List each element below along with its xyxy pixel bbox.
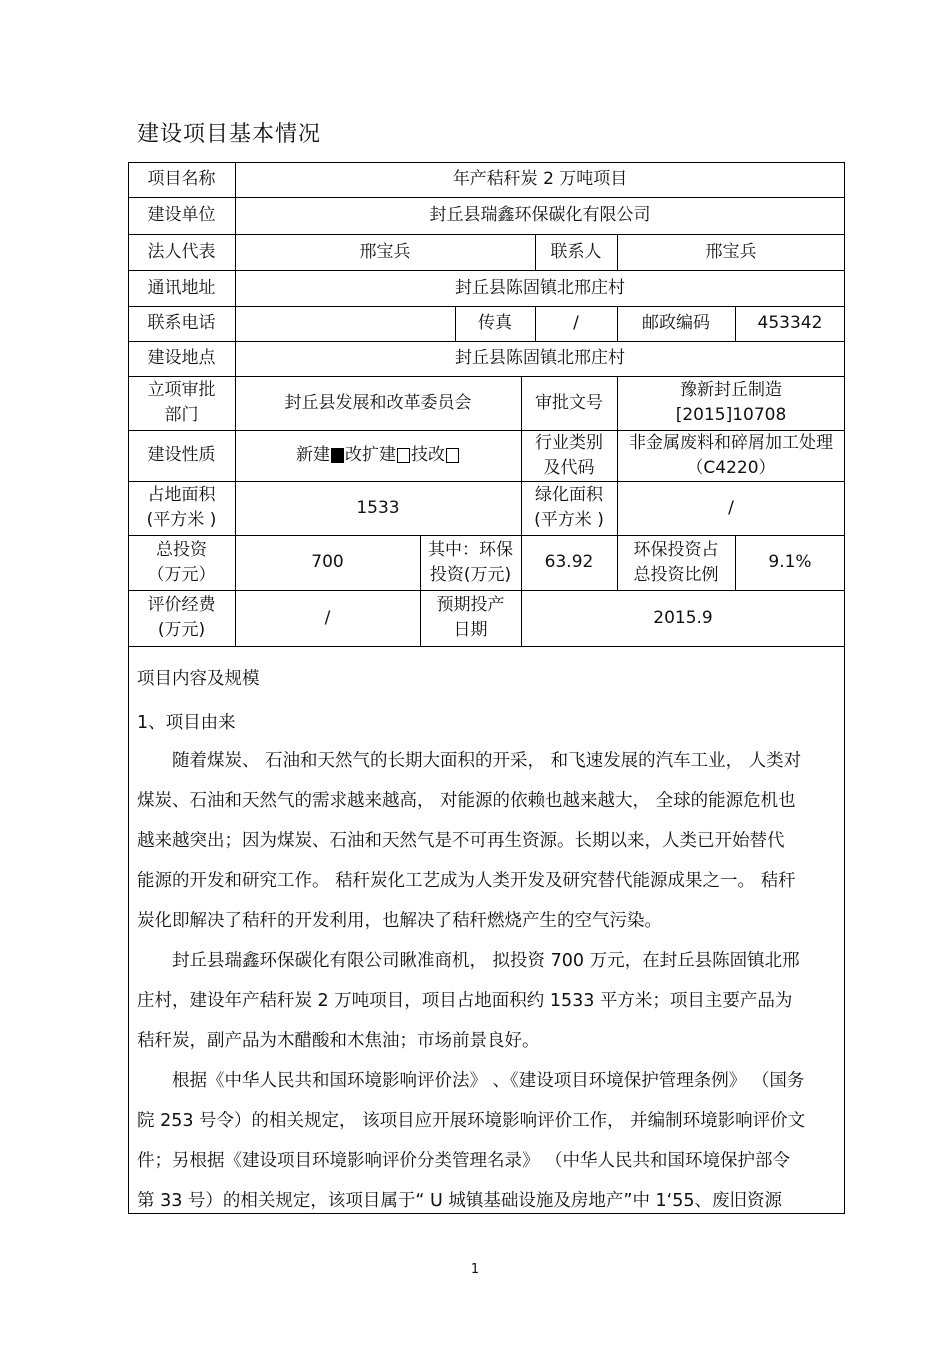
content-heading: 项目内容及规模 xyxy=(137,669,260,689)
content-subheading: 1、项目由来 xyxy=(137,713,236,733)
industry-label: 行业类别 及代码 xyxy=(535,432,603,478)
invest-value: 700 xyxy=(311,552,344,572)
unit-value: 封丘县瑞鑫环保碳化有限公司 xyxy=(429,205,651,225)
paragraph-3-line-1: 根据《中华人民共和国环境影响评价法》 、《建设项目环境保护管理条例》 （国务 xyxy=(172,1071,805,1091)
fee-label: 评价经费 (万元) xyxy=(147,595,216,640)
project-name-label: 项目名称 xyxy=(147,169,216,189)
area-label: 占地面积 (平方米 ) xyxy=(146,485,217,530)
paragraph-3-line-4: 第 33 号）的相关规定，该项目属于“ U 城镇基础设施及房地产”中 1‘55、废旧资源 xyxy=(137,1191,782,1211)
industry-value: 非金属废料和碎屑加工处理 （C4220） xyxy=(629,432,833,478)
checkbox-expand-icon xyxy=(397,448,410,463)
invest-label: 总投资 （万元） xyxy=(147,539,216,585)
nature-label: 建设性质 xyxy=(147,445,216,465)
page-title: 建设项目基本情况 xyxy=(137,122,322,147)
address-label: 通讯地址 xyxy=(147,277,216,298)
paragraph-2-line-2: 庄村，建设年产秸秆炭 2 万吨项目，项目占地面积约 1533 平方米；项目主要产品为 xyxy=(137,991,793,1011)
env-invest-value: 63.92 xyxy=(544,552,594,572)
paragraph-1-line-3: 越来越突出；因为煤炭、石油和天然气是不可再生资源。长期以来，人类已开始替代 xyxy=(137,831,785,851)
phone-label: 联系电话 xyxy=(147,313,216,333)
postcode-value: 453342 xyxy=(757,313,823,333)
paragraph-2-line-3: 秸秆炭，副产品为木醋酸和木焦油；市场前景良好。 xyxy=(137,1031,540,1051)
phone-value xyxy=(235,306,455,341)
ratio-label: 环保投资占 总投资比例 xyxy=(633,539,719,585)
green-label: 绿化面积 (平方米 ) xyxy=(534,485,604,530)
area-value: 1533 xyxy=(356,497,400,518)
approval-no-value: 豫新封丘制造 [2015]10708 xyxy=(675,380,787,425)
approval-dept-value: 封丘县发展和改革委员会 xyxy=(284,392,472,413)
checkbox-reform-icon xyxy=(446,448,459,463)
site-value: 封丘县陈固镇北邢庄村 xyxy=(455,348,625,368)
approval-dept-label: 立项审批 部门 xyxy=(147,380,216,425)
paragraph-1-line-5: 炭化即解决了秸秆的开发利用，也解决了秸秆燃烧产生的空气污染。 xyxy=(137,911,662,931)
nature-options: 新建 改扩建 技改 xyxy=(235,430,521,481)
paragraph-3-line-3: 件；另根据《建设项目环境影响评价分类管理名录》 （中华人民共和国环境保护部令 xyxy=(137,1151,791,1171)
paragraph-1-line-4: 能源的开发和研究工作。 秸秆炭化工艺成为人类开发及研究替代能源成果之一。 秸秆 xyxy=(137,871,796,891)
legal-rep-value: 邢宝兵 xyxy=(359,241,411,262)
paragraph-2-line-1: 封丘县瑞鑫环保碳化有限公司瞅准商机， 拟投资 700 万元，在封丘县陈固镇北邢 xyxy=(172,951,800,971)
site-label: 建设地点 xyxy=(147,348,216,368)
checkbox-new-icon xyxy=(331,448,344,463)
legal-rep-label: 法人代表 xyxy=(147,241,216,262)
fee-value: / xyxy=(324,607,331,628)
paragraph-3-line-2: 院 253 号令）的相关规定， 该项目应开展环境影响评价工作， 并编制环境影响评价文 xyxy=(137,1111,806,1131)
green-value: / xyxy=(728,497,734,518)
ratio-value: 9.1% xyxy=(768,552,812,572)
approval-no-label: 审批文号 xyxy=(535,392,603,413)
postcode-label: 邮政编码 xyxy=(642,313,710,333)
unit-label: 建设单位 xyxy=(147,205,216,225)
contact-label: 联系人 xyxy=(550,241,602,262)
paragraph-1-line-2: 煤炭、石油和天然气的需求越来越高， 对能源的依赖也越来越大， 全球的能源危机也 xyxy=(137,791,796,811)
env-invest-label: 其中：环保 投资(万元) xyxy=(428,539,513,585)
fax-value: / xyxy=(573,313,579,333)
address-value: 封丘县陈固镇北邢庄村 xyxy=(455,277,625,298)
date-label: 预期投产 日期 xyxy=(436,595,505,640)
project-name-value: 年产秸秆炭 2 万吨项目 xyxy=(452,169,628,189)
fax-label: 传真 xyxy=(478,313,512,333)
page-number: 1 xyxy=(470,1262,480,1277)
paragraph-1-line-1: 随着煤炭、 石油和天然气的长期大面积的开采， 和飞速发展的汽车工业， 人类对 xyxy=(172,751,802,771)
date-value: 2015.9 xyxy=(653,607,713,628)
contact-value: 邢宝兵 xyxy=(705,241,757,262)
